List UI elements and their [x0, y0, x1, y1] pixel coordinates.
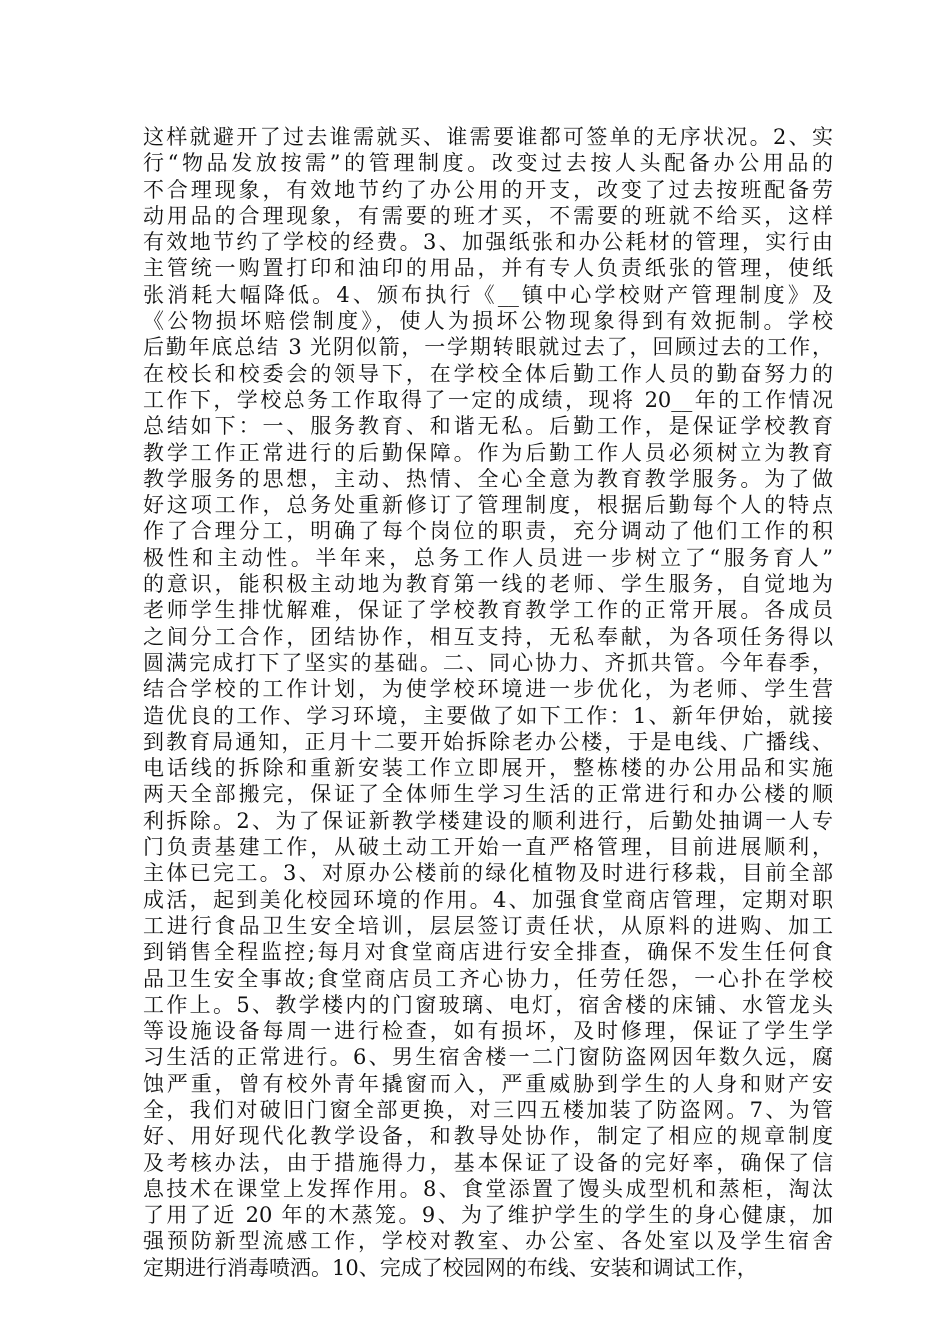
text-line: 的意识，能积极主动地为教育第一线的老师、学生服务，自觉地为 — [143, 572, 833, 597]
text-line: 习生活的正常进行。6、男生宿舍楼一二门窗防盗网因年数久远，腐 — [143, 1045, 833, 1070]
text-line: 好这项工作，总务处重新修订了管理制度，根据后勤每个人的特点 — [143, 493, 833, 518]
text-line: 《公物损坏赔偿制度》，使人为损坏公物现象得到有效扼制。学校 — [143, 309, 833, 334]
text-line: 动用品的合理现象，有需要的班才买，不需要的班就不给买，这样 — [143, 203, 833, 228]
text-line: 息技术在课堂上发挥作用。8、食堂添置了馒头成型机和蒸柜，淘汰 — [143, 1176, 833, 1201]
text-line: 及考核办法，由于措施得力，基本保证了设备的完好率，确保了信 — [143, 1150, 833, 1175]
text-line: 之间分工合作，团结协作，相互支持，无私奉献，为各项任务得以 — [143, 624, 833, 649]
text-line: 造优良的工作、学习环境，主要做了如下工作：1、新年伊始，就接 — [143, 703, 833, 728]
text-line: 极性和主动性。半年来，总务工作人员进一步树立了“服务育人” — [143, 545, 833, 570]
text-line: 张消耗大幅降低。4、颁布执行《__镇中心学校财产管理制度》及 — [143, 282, 833, 307]
text-line: 电话线的拆除和重新安装工作立即展开，整栋楼的办公用品和实施 — [143, 756, 833, 781]
text-line: 工作上。5、教学楼内的门窗玻璃、电灯，宿舍楼的床铺、水管龙头 — [143, 992, 833, 1017]
text-line: 利拆除。2、为了保证新教学楼建设的顺利进行，后勤处抽调一人专 — [143, 808, 833, 833]
text-line: 总结如下：一、服务教育、和谐无私。后勤工作，是保证学校教育 — [143, 414, 833, 439]
text-line: 好、用好现代化教学设备，和教导处协作，制定了相应的规章制度 — [143, 1124, 833, 1149]
text-line: 全，我们对破旧门窗全部更换，对三四五楼加装了防盗网。7、为管 — [143, 1097, 833, 1122]
text-line: 不合理现象，有效地节约了办公用的开支，改变了过去按班配备劳 — [143, 177, 833, 202]
text-line: 在校长和校委会的领导下，在学校全体后勤工作人员的勤奋努力的 — [143, 361, 833, 386]
text-line: 作了合理分工，明确了每个岗位的职责，充分调动了他们工作的积 — [143, 519, 833, 544]
text-line: 这样就避开了过去谁需就买、谁需要谁都可签单的无序状况。2、实 — [143, 125, 833, 149]
text-line: 工进行食品卫生安全培训，层层签订责任状，从原料的进购、加工 — [143, 913, 833, 938]
text-line: 结合学校的工作计划，为使学校环境进一步优化，为老师、学生营 — [143, 677, 833, 702]
text-line: 有效地节约了学校的经费。3、加强纸张和办公耗材的管理，实行由 — [143, 230, 833, 255]
text-line: 了用了近 20 年的木蒸笼。9、为了维护学生的学生的身心健康，加 — [143, 1203, 833, 1228]
text-line: 定期进行消毒喷洒。10、完成了校园网的布线、安装和调试工作， — [143, 1255, 758, 1280]
text-line: 强预防新型流感工作，学校对教室、办公室、各处室以及学生宿舍 — [143, 1229, 833, 1254]
text-line: 蚀严重，曾有校外青年撬窗而入，严重威胁到学生的人身和财产安 — [143, 1071, 833, 1096]
text-line: 成活，起到美化校园环境的作用。4、加强食堂商店管理，定期对职 — [143, 887, 833, 912]
text-line: 到教育局通知，正月十二要开始拆除老办公楼，于是电线、广播线、 — [143, 729, 833, 754]
text-line: 圆满完成打下了坚实的基础。二、同心协力、齐抓共管。今年春季， — [143, 650, 833, 675]
text-line: 行“物品发放按需”的管理制度。改变过去按人头配备办公用品的 — [143, 151, 833, 176]
text-line: 主管统一购置打印和油印的用品，并有专人负责纸张的管理，使纸 — [143, 256, 833, 281]
text-line: 等设施设备每周一进行检查，如有损坏，及时修理，保证了学生学 — [143, 1019, 833, 1044]
text-line: 后勤年底总结 3 光阴似箭，一学期转眼就过去了，回顾过去的工作， — [143, 335, 833, 360]
text-line: 到销售全程监控;每月对食堂商店进行安全排查，确保不发生任何食 — [143, 940, 833, 965]
text-line: 品卫生安全事故;食堂商店员工齐心协力，任劳任怨，一心扑在学校 — [143, 966, 833, 991]
text-line: 门负责基建工作，从破土动工开始一直严格管理，目前进展顺利， — [143, 835, 833, 860]
text-line: 两天全部搬完，保证了全体师生学习生活的正常进行和办公楼的顺 — [143, 782, 833, 807]
text-line: 工作下，学校总务工作取得了一定的成绩，现将 20__年的工作情况 — [143, 387, 833, 412]
body-text — [143, 124, 833, 1281]
text-line: 主体已完工。3、对原办公楼前的绿化植物及时进行移栽，目前全部 — [143, 861, 833, 886]
text-line: 教学工作正常进行的后勤保障。作为后勤工作人员必须树立为教育 — [143, 440, 833, 465]
text-line: 老师学生排忧解难，保证了学校教育教学工作的正常开展。各成员 — [143, 598, 833, 623]
text-line: 教学服务的思想，主动、热情、全心全意为教育教学服务。为了做 — [143, 466, 833, 491]
